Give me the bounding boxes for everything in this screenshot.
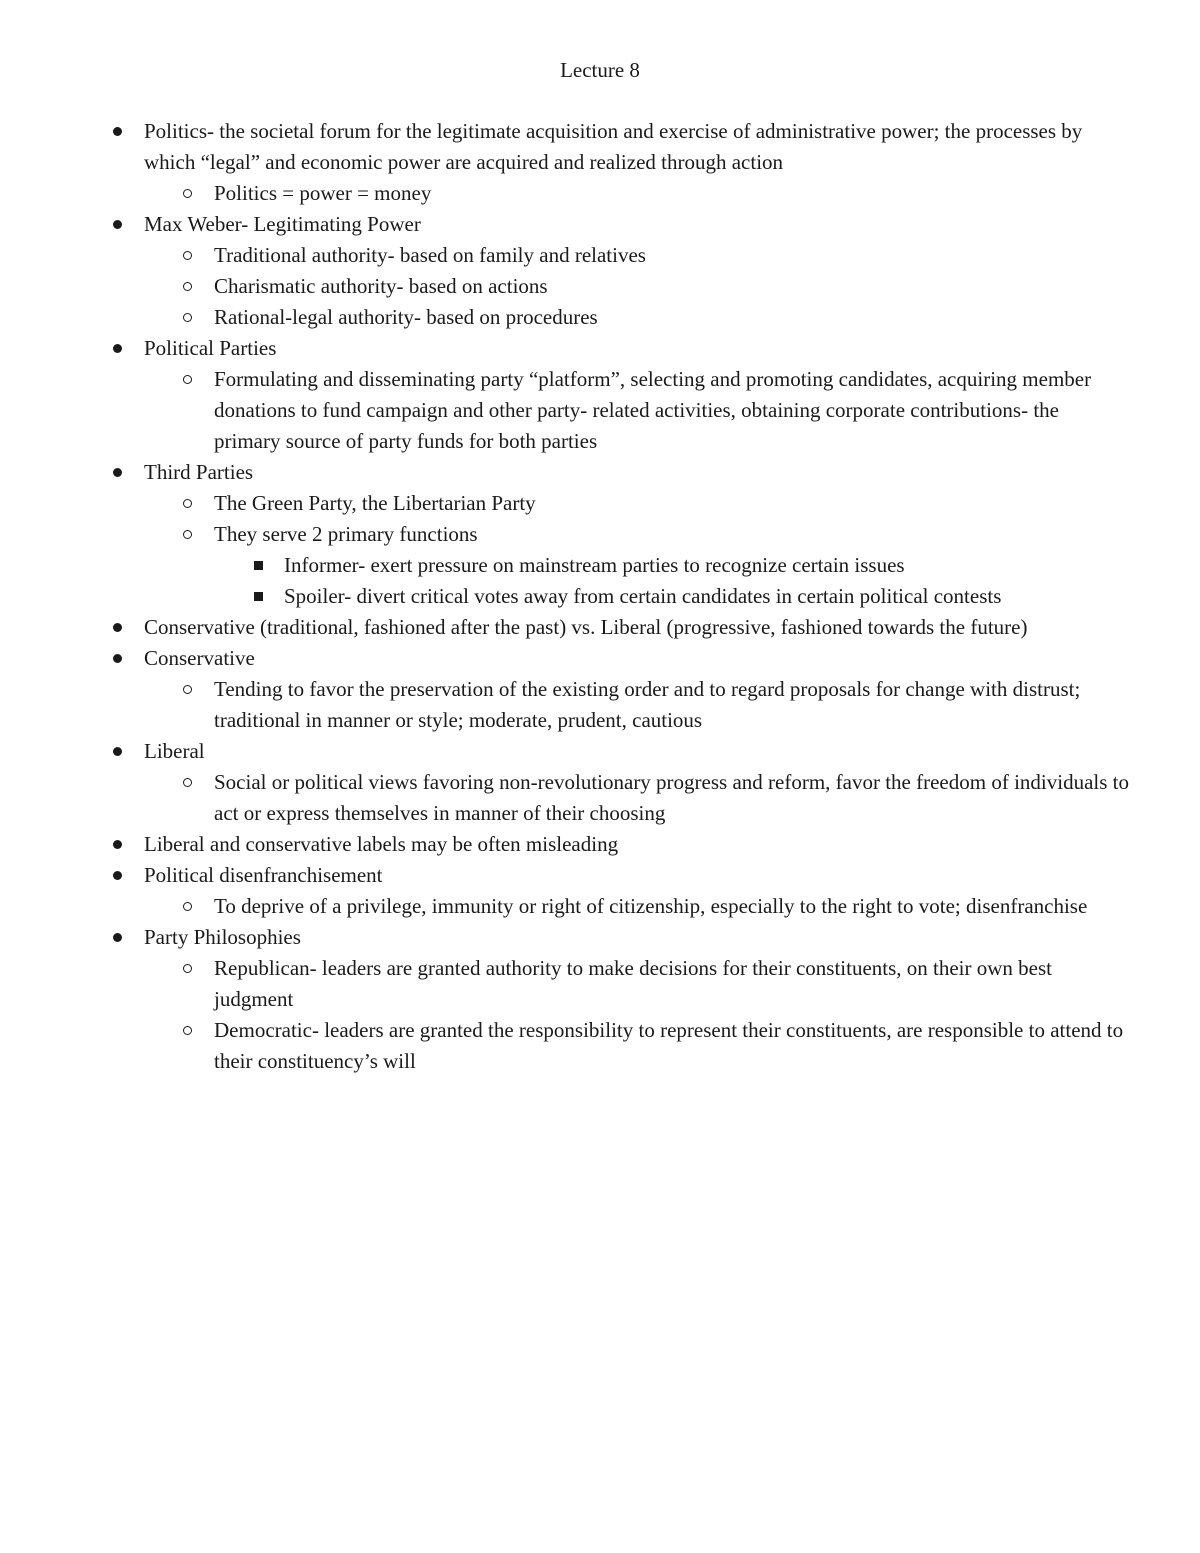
filled-circle-bullet-icon <box>109 922 125 953</box>
list-item-level-1 <box>0 457 1200 488</box>
list-item-level-3 <box>0 550 1200 581</box>
list-item-level-1 <box>0 736 1200 767</box>
list-item-text: To deprive of a privilege, immunity or right of citizenship, especially to the right to vote; disenfranchise <box>214 894 1088 918</box>
list-item-level-3 <box>0 581 1200 612</box>
list-item-level-2 <box>0 674 1200 736</box>
hollow-circle-bullet-icon <box>179 271 195 302</box>
list-item-text: Conservative (traditional, fashioned after the past) vs. Liberal (progressive, fashioned towards the future) <box>144 615 1028 639</box>
hollow-circle-bullet-icon <box>179 674 195 705</box>
list-item-text: Liberal <box>144 739 205 763</box>
filled-circle-bullet-icon <box>109 333 125 364</box>
list-item-text: Max Weber- Legitimating Power <box>144 212 421 236</box>
list-item-text: Rational-legal authority- based on procedures <box>214 305 598 329</box>
filled-circle-bullet-icon <box>109 829 125 860</box>
list-item-level-2 <box>0 178 1200 209</box>
list-item-text: Charismatic authority- based on actions <box>214 274 548 298</box>
filled-circle-bullet-icon <box>109 736 125 767</box>
filled-circle-bullet-icon <box>109 612 125 643</box>
list-item-level-1 <box>0 209 1200 240</box>
page-title: Lecture 8 <box>560 58 640 82</box>
hollow-circle-bullet-icon <box>179 953 195 984</box>
list-item-level-2 <box>0 302 1200 333</box>
filled-circle-bullet-icon <box>109 209 125 240</box>
list-item-text: Democratic- leaders are granted the responsibility to represent their constituents, are responsible to attend to their constituency’s will <box>214 1018 1124 1073</box>
list-item-text: Tending to favor the preservation of the existing order and to regard proposals for change with distrust; traditional in manner or style; moderate, prudent, cautious <box>214 677 1081 732</box>
hollow-circle-bullet-icon <box>179 1015 195 1046</box>
filled-square-bullet-icon <box>250 581 266 612</box>
filled-circle-bullet-icon <box>109 860 125 891</box>
list-item-level-2 <box>0 271 1200 302</box>
filled-circle-bullet-icon <box>109 457 125 488</box>
list-item-text: Informer- exert pressure on mainstream parties to recognize certain issues <box>284 553 905 577</box>
hollow-circle-bullet-icon <box>179 364 195 395</box>
list-item-text: Formulating and disseminating party “platform”, selecting and promoting candidates, acquiring member donations to fund campaign and other party- related activities, obtaining corporate contributions- the primary source of party funds for both parties <box>214 367 1092 453</box>
list-item-text: Traditional authority- based on family and relatives <box>214 243 646 267</box>
hollow-circle-bullet-icon <box>179 519 195 550</box>
hollow-circle-bullet-icon <box>179 767 195 798</box>
list-item-level-1 <box>0 643 1200 674</box>
list-item-text: The Green Party, the Libertarian Party <box>214 491 536 515</box>
list-item-level-2 <box>0 891 1200 922</box>
list-item-level-2 <box>0 240 1200 271</box>
hollow-circle-bullet-icon <box>179 488 195 519</box>
hollow-circle-bullet-icon <box>179 240 195 271</box>
list-item-level-2 <box>0 488 1200 519</box>
notes-list <box>0 116 1200 1077</box>
list-item-text: Political Parties <box>144 336 277 360</box>
list-item-level-1 <box>0 333 1200 364</box>
list-item-level-1 <box>0 829 1200 860</box>
list-item-text: Politics = power = money <box>214 181 432 205</box>
list-item-text: Party Philosophies <box>144 925 301 949</box>
list-item-text: Republican- leaders are granted authority to make decisions for their constituents, on their own best judgment <box>214 956 1053 1011</box>
hollow-circle-bullet-icon <box>179 178 195 209</box>
list-item-level-2 <box>0 1015 1200 1077</box>
filled-circle-bullet-icon <box>109 116 125 147</box>
list-item-level-1 <box>0 922 1200 953</box>
list-item-text: Politics- the societal forum for the legitimate acquisition and exercise of administrative power; the processes by which “legal” and economic power are acquired and realized through action <box>144 119 1083 174</box>
list-item-level-2 <box>0 767 1200 829</box>
list-item-level-2 <box>0 953 1200 1015</box>
list-item-text: They serve 2 primary functions <box>214 522 478 546</box>
hollow-circle-bullet-icon <box>179 891 195 922</box>
list-item-level-2 <box>0 364 1200 457</box>
list-item-level-1 <box>0 860 1200 891</box>
hollow-circle-bullet-icon <box>179 302 195 333</box>
list-item-level-2 <box>0 519 1200 550</box>
list-item-level-1 <box>0 612 1200 643</box>
list-item-text: Social or political views favoring non-revolutionary progress and reform, favor the freedom of individuals to act or express themselves in manner of their choosing <box>214 770 1129 825</box>
list-item-level-1 <box>0 116 1200 178</box>
list-item-text: Conservative <box>144 646 255 670</box>
filled-square-bullet-icon <box>250 550 266 581</box>
list-item-text: Spoiler- divert critical votes away from certain candidates in certain political contests <box>284 584 1002 608</box>
list-item-text: Liberal and conservative labels may be often misleading <box>144 832 619 856</box>
list-item-text: Third Parties <box>144 460 254 484</box>
filled-circle-bullet-icon <box>109 643 125 674</box>
list-item-text: Political disenfranchisement <box>144 863 383 887</box>
